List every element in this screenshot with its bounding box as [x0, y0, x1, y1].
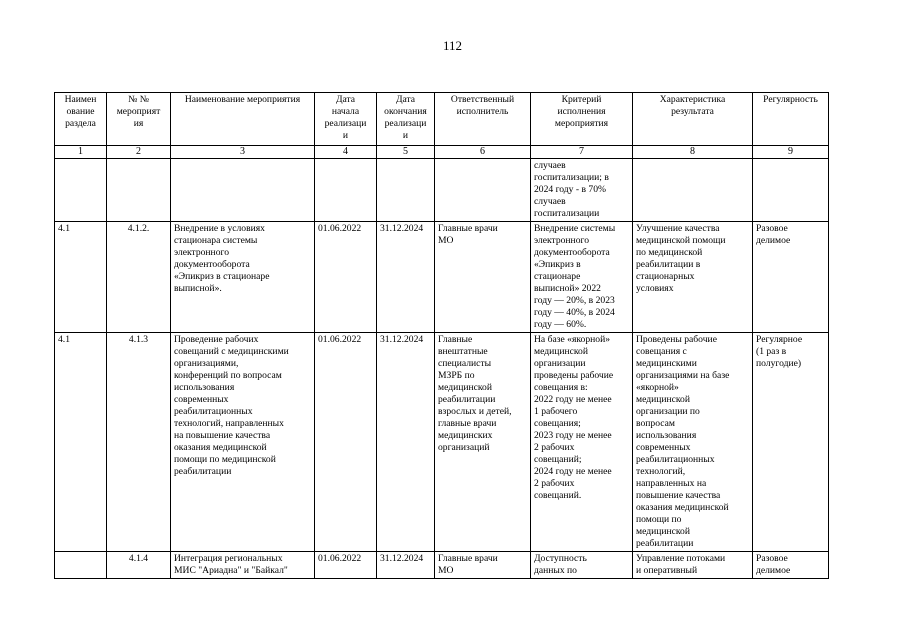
cell-line: госпитализации — [534, 208, 600, 219]
cell-line: медицинскими — [636, 358, 697, 369]
cell-line: главные врачи — [438, 418, 497, 429]
cell-line: проведены рабочие — [534, 370, 614, 381]
cell-line: помощи по — [636, 514, 682, 525]
cell-regularity — [753, 552, 829, 579]
cell-line: и — [342, 130, 349, 141]
cell-line: помощи по медицинской — [174, 454, 276, 465]
cell-line: полугодие) — [756, 358, 802, 369]
cell-line: На базе «якорной» — [534, 334, 611, 345]
cell-line: реабилитации в — [636, 259, 701, 270]
cell-responsible-executor — [435, 222, 531, 333]
cell-completion-criterion — [531, 222, 633, 333]
cell-line: мероприятия — [554, 118, 609, 129]
cell-line: медицинской — [636, 394, 690, 405]
cell-line: году — 40%, в 2024 — [534, 307, 615, 318]
cell-line: Управление потоками — [636, 553, 726, 564]
cell-line: реабилитации — [174, 466, 232, 477]
cell-line: 2024 году - в 70% — [534, 184, 606, 195]
cell-line: Интеграция региональных — [174, 553, 283, 564]
cell-line: конференций по вопросам — [174, 370, 282, 381]
column-number: 1 — [55, 146, 107, 159]
cell-line: МО — [438, 235, 454, 246]
cell-responsible-executor — [435, 552, 531, 579]
page-number: 112 — [442, 38, 463, 53]
cell-line: 31.12.2024 — [380, 553, 424, 564]
cell-result-characteristic — [633, 222, 753, 333]
cell-line: ование — [66, 106, 95, 117]
cell-line: году — 20%, в 2023 — [534, 295, 615, 306]
cell-line: Улучшение качества — [636, 223, 720, 234]
cell-line: Наименование мероприятия — [184, 94, 301, 105]
cell-line: исполнитель — [456, 106, 509, 117]
cell-line: и оперативный — [636, 565, 698, 576]
cell-line: совещаний с медицинскими — [174, 346, 289, 357]
cell-line: реабилитации — [438, 394, 496, 405]
cell-start-date — [315, 552, 377, 579]
cell-line: внештатные — [438, 346, 488, 357]
cell-line: году — 60%. — [534, 319, 587, 330]
cell-line: «Эпикриз в — [534, 259, 581, 270]
cell-line: технологий, направленных — [174, 418, 284, 429]
cell-line: организации по — [636, 406, 700, 417]
cell-line: совещания с — [636, 346, 687, 357]
cell-end-date — [377, 333, 435, 552]
cell-line: исполнения — [557, 106, 606, 117]
header-regularity — [753, 93, 829, 146]
cell-line: данных по — [534, 565, 577, 576]
cell-line: организаций — [438, 442, 490, 453]
cell-line: окончания — [384, 106, 427, 117]
cell-line: Разовое — [756, 223, 788, 234]
cell-line: мероприят — [116, 106, 161, 117]
cell-line: стационаре — [534, 271, 581, 282]
column-number-row — [55, 146, 829, 159]
cell-line: 4.1.4 — [128, 553, 149, 564]
cell-event-number — [107, 159, 171, 222]
cell-line: 01.06.2022 — [318, 223, 362, 234]
cell-end-date — [377, 222, 435, 333]
cell-line: Проведены рабочие — [636, 334, 717, 345]
cell-line: Разовое — [756, 553, 788, 564]
column-number: 8 — [633, 146, 753, 159]
cell-event-name — [171, 333, 315, 552]
column-number: 5 — [377, 146, 435, 159]
cell-line: по медицинской — [636, 247, 703, 258]
cell-completion-criterion — [531, 552, 633, 579]
cell-event-name — [171, 222, 315, 333]
cell-line: МЗРБ по — [438, 370, 475, 381]
cell-event-number — [107, 222, 171, 333]
cell-line: реабилитационных — [174, 406, 253, 417]
cell-line: Характеристика — [659, 94, 726, 105]
cell-line: Главные врачи — [438, 553, 498, 564]
cell-line: Внедрение системы — [534, 223, 616, 234]
table-row — [55, 222, 829, 333]
cell-line: современных — [636, 442, 691, 453]
cell-line: (1 раз в — [756, 346, 787, 357]
cell-line: ия — [133, 118, 144, 129]
cell-line: 4.1 — [58, 334, 70, 345]
cell-line: Проведение рабочих — [174, 334, 259, 345]
cell-line: организациями, — [174, 358, 239, 369]
cell-line: медицинской помощи — [636, 235, 726, 246]
cell-line: использования — [636, 430, 697, 441]
cell-line: совещаний. — [534, 490, 582, 501]
column-number: 3 — [171, 146, 315, 159]
cell-line: Доступность — [534, 553, 587, 564]
cell-event-name — [171, 552, 315, 579]
cell-start-date — [315, 333, 377, 552]
cell-line: вопросам — [636, 418, 675, 429]
cell-line: реабилитации — [636, 538, 694, 549]
column-number: 9 — [753, 146, 829, 159]
cell-line: на повышение качества — [174, 430, 271, 441]
cell-line: реабилитационных — [636, 454, 715, 465]
cell-line: Ответственный — [450, 94, 515, 105]
cell-end-date — [377, 552, 435, 579]
cell-line: специалисты — [438, 358, 492, 369]
cell-line: 4.1.3 — [128, 334, 149, 345]
cell-line: организации — [534, 358, 586, 369]
cell-line: электронного — [534, 235, 589, 246]
cell-line: № № — [128, 94, 149, 105]
cell-line: 01.06.2022 — [318, 334, 362, 345]
cell-line: совещания; — [534, 418, 581, 429]
cell-line: начала — [331, 106, 360, 117]
cell-line: 2 рабочих — [534, 442, 575, 453]
cell-line: стационара системы — [174, 235, 258, 246]
cell-result-characteristic — [633, 333, 753, 552]
cell-line: реализаци — [324, 118, 367, 129]
cell-line: «Эпикриз в стационаре — [174, 271, 270, 282]
cell-line: совещаний; — [534, 454, 582, 465]
cell-line: медицинской — [438, 382, 492, 393]
cell-line: документооборота — [174, 259, 250, 270]
cell-line: госпитализации; в — [534, 172, 609, 183]
action-plan-table — [54, 92, 829, 579]
header-event-name — [171, 93, 315, 146]
cell-regularity — [753, 333, 829, 552]
header-end-date — [377, 93, 435, 146]
cell-line: Дата — [395, 94, 416, 105]
cell-line: современных — [174, 394, 229, 405]
cell-line: оказания медицинской — [174, 442, 267, 453]
cell-line: и — [402, 130, 409, 141]
cell-completion-criterion — [531, 333, 633, 552]
cell-responsible-executor — [435, 159, 531, 222]
cell-line: «якорной» — [636, 382, 679, 393]
cell-line: случаев — [534, 196, 566, 207]
cell-line: организациями на базе — [636, 370, 730, 381]
table-row — [55, 159, 829, 222]
cell-line: МО — [438, 565, 454, 576]
header-section-name — [55, 93, 107, 146]
column-number: 6 — [435, 146, 531, 159]
cell-section-name — [55, 222, 107, 333]
cell-line: документооборота — [534, 247, 610, 258]
cell-line: совещания в: — [534, 382, 588, 393]
cell-line: Внедрение в условиях — [174, 223, 265, 234]
header-result-characteristic — [633, 93, 753, 146]
cell-line: Критерий — [561, 94, 602, 105]
cell-line: Наимен — [64, 94, 97, 105]
cell-start-date — [315, 159, 377, 222]
cell-line: стационарных — [636, 271, 695, 282]
cell-line: электронного — [174, 247, 229, 258]
cell-line: технологий, — [636, 466, 686, 477]
header-row — [55, 93, 829, 146]
cell-line: повышение качества — [636, 490, 721, 501]
cell-line: использования — [174, 382, 235, 393]
cell-responsible-executor — [435, 333, 531, 552]
cell-event-number — [107, 333, 171, 552]
cell-line: выписной». — [174, 283, 222, 294]
header-start-date — [315, 93, 377, 146]
cell-line: 4.1 — [58, 223, 70, 234]
cell-section-name — [55, 552, 107, 579]
cell-line: Главные — [438, 334, 473, 345]
cell-line: 2022 году не менее — [534, 394, 612, 405]
cell-result-characteristic — [633, 552, 753, 579]
cell-end-date — [377, 159, 435, 222]
cell-line: 01.06.2022 — [318, 553, 362, 564]
column-number: 4 — [315, 146, 377, 159]
cell-line: выписной» 2022 — [534, 283, 601, 294]
table-row — [55, 552, 829, 579]
header-completion-criterion — [531, 93, 633, 146]
cell-line: реализаци — [384, 118, 427, 129]
cell-line: 4.1.2. — [127, 223, 150, 234]
cell-line: 31.12.2024 — [380, 334, 424, 345]
cell-line: медицинской — [534, 346, 588, 357]
cell-regularity — [753, 159, 829, 222]
header-event-number — [107, 93, 171, 146]
header-responsible-executor — [435, 93, 531, 146]
cell-line: направленных на — [636, 478, 707, 489]
cell-line: Главные врачи — [438, 223, 498, 234]
cell-section-name — [55, 159, 107, 222]
cell-event-number — [107, 552, 171, 579]
cell-result-characteristic — [633, 159, 753, 222]
cell-line: 2 рабочих — [534, 478, 575, 489]
cell-line: 1 рабочего — [534, 406, 578, 417]
column-number: 2 — [107, 146, 171, 159]
cell-line: результата — [671, 106, 714, 117]
cell-line: Дата — [335, 94, 356, 105]
cell-line: 31.12.2024 — [380, 223, 424, 234]
cell-line: оказания медицинской — [636, 502, 729, 513]
cell-line: медицинской — [636, 526, 690, 537]
cell-line: делимое — [756, 235, 791, 246]
cell-line: МИС "Ариадна" и "Байкал" — [174, 565, 288, 576]
cell-regularity — [753, 222, 829, 333]
cell-line: Регулярность — [763, 94, 818, 105]
cell-start-date — [315, 222, 377, 333]
cell-line: делимое — [756, 565, 791, 576]
cell-line: медицинских — [438, 430, 493, 441]
cell-line: 2024 году не менее — [534, 466, 612, 477]
cell-line: Регулярное — [756, 334, 803, 345]
cell-line: раздела — [65, 118, 96, 129]
cell-line: взрослых и детей, — [438, 406, 512, 417]
cell-line: 2023 году не менее — [534, 430, 612, 441]
cell-line: условиях — [636, 283, 674, 294]
table-row — [55, 333, 829, 552]
cell-section-name — [55, 333, 107, 552]
column-number: 7 — [531, 146, 633, 159]
cell-event-name — [171, 159, 315, 222]
cell-completion-criterion — [531, 159, 633, 222]
cell-line: случаев — [534, 160, 566, 171]
